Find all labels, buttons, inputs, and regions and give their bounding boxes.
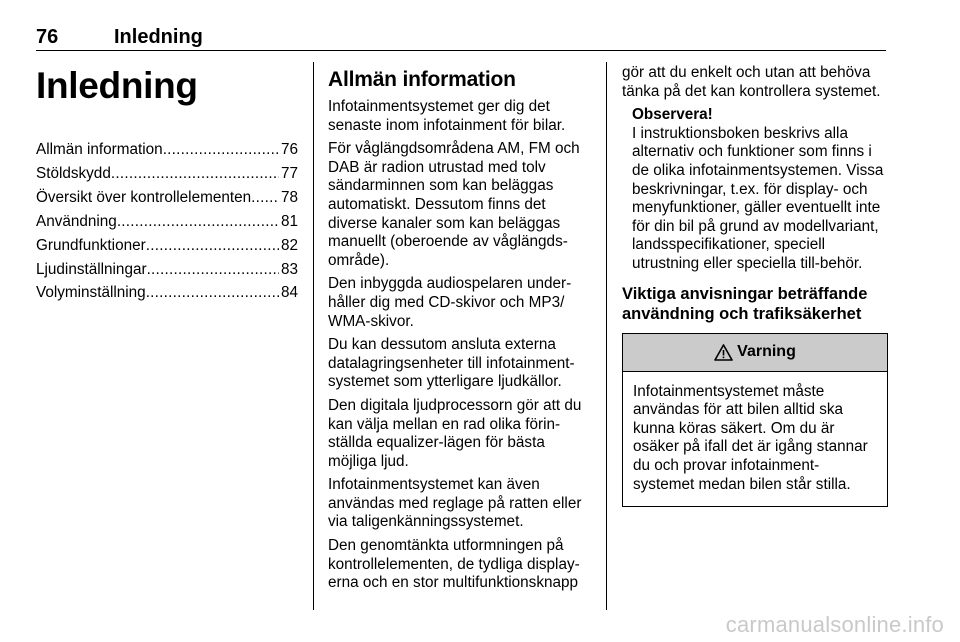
toc-page: 83: [280, 260, 298, 278]
table-of-contents: [36, 138, 298, 305]
toc-label: Grundfunktioner: [36, 236, 146, 254]
warning-header: [623, 334, 887, 372]
section-title: Allmän information: [328, 68, 516, 91]
toc-entry[interactable]: [36, 210, 298, 234]
paragraph: Infotainmentsystemet ger dig det senaste inom infotainment för bilar.: [328, 98, 566, 134]
toc-leader: [163, 138, 279, 162]
paragraph-continuation: gör att du enkelt och utan att behöva tänka på det kan kontrollera systemet.: [622, 64, 881, 100]
toc-label: Översikt över kontrollelementen: [36, 188, 252, 206]
toc-entry[interactable]: [36, 186, 298, 210]
header-rule: [36, 50, 886, 51]
toc-page: 76: [280, 141, 298, 158]
subheading: Viktiga anvisningar beträffande användning och trafiksäkerhet: [622, 284, 868, 323]
toc-entry[interactable]: [36, 234, 298, 258]
toc-leader: [251, 186, 279, 210]
toc-entry[interactable]: [36, 162, 298, 186]
warning-box: [622, 333, 888, 508]
paragraph: Infotainmentsystemet kan även användas med reglage på ratten eller via taligenkänningssystemet.: [328, 476, 582, 531]
toc-label: Stöldskydd: [36, 164, 111, 182]
column-safety: [622, 64, 888, 507]
toc-leader: [117, 210, 279, 234]
paragraph: Den genomtänkta utformningen på kontrollelementen, de tydliga display-erna och en stor multifunktionsknapp: [328, 537, 580, 592]
running-title: Inledning: [114, 26, 203, 48]
paragraph: Den digitala ljudprocessorn gör att du kan välja mellan en rad olika förin-ställda equalizer-lägen för bästa möjliga ljud.: [328, 396, 582, 470]
toc-leader: [146, 234, 279, 258]
paragraph: För våglängdsområdena AM, FM och DAB är radion utrustad med tolv sändarminnen som kan beläggas automatiskt. Dessutom finns det diverse kanaler som kan beläggas manuellt (oberoende av våglängds-område).: [328, 140, 580, 269]
chapter-title: Inledning: [36, 65, 198, 106]
toc-label: Användning: [36, 212, 117, 230]
column-toc: [36, 64, 298, 305]
note-title: Observera!: [632, 106, 713, 124]
warning-text: Infotainmentsystemet måste användas för att bilen alltid ska kunna köras säkert. Om du är osäker på ifall det är igång stannar du och provar infotainment-systemet medan bilen står stilla.: [633, 382, 868, 493]
page-number: 76: [36, 26, 59, 48]
paragraph: Du kan dessutom ansluta externa datalagringsenheter till infotainment-systemet som ytterligare ljudkällor.: [328, 336, 575, 391]
watermark: carmanualsonline.info: [725, 612, 944, 637]
toc-leader: [146, 281, 279, 305]
warning-triangle-icon: [714, 344, 733, 361]
toc-page: 78: [280, 188, 298, 206]
note-text: I instruktionsboken beskrivs alla alternativ och funktioner som finns i de olika infotainmentsystemen. Vissa beskrivningar, t.ex. för display- och menyfunktioner, gäller eventuellt inte för din bil på grund av modellvariant, landsspecifikationer, speciell utrustning eller speciella till-behör.: [632, 124, 884, 272]
toc-label: Allmän information: [36, 141, 163, 158]
toc-entry[interactable]: [36, 281, 298, 305]
toc-label: Volyminställning: [36, 284, 146, 302]
column-divider-1: [313, 62, 314, 610]
page-header: [36, 26, 886, 52]
note-block: [622, 106, 888, 273]
toc-leader: [111, 162, 279, 186]
toc-page: 82: [280, 236, 298, 254]
toc-entry[interactable]: [36, 138, 298, 162]
toc-label: Ljudinställningar: [36, 260, 147, 278]
paragraph: Den inbyggda audiospelaren under-håller dig med CD-skivor och MP3/ WMA-skivor.: [328, 275, 572, 330]
column-general-info: [328, 64, 594, 598]
toc-page: 81: [280, 212, 298, 230]
warning-title: Varning: [737, 343, 796, 361]
toc-leader: [147, 258, 279, 282]
toc-page: 84: [280, 284, 298, 302]
toc-page: 77: [280, 164, 298, 182]
toc-entry[interactable]: [36, 258, 298, 282]
column-divider-2: [606, 62, 607, 610]
